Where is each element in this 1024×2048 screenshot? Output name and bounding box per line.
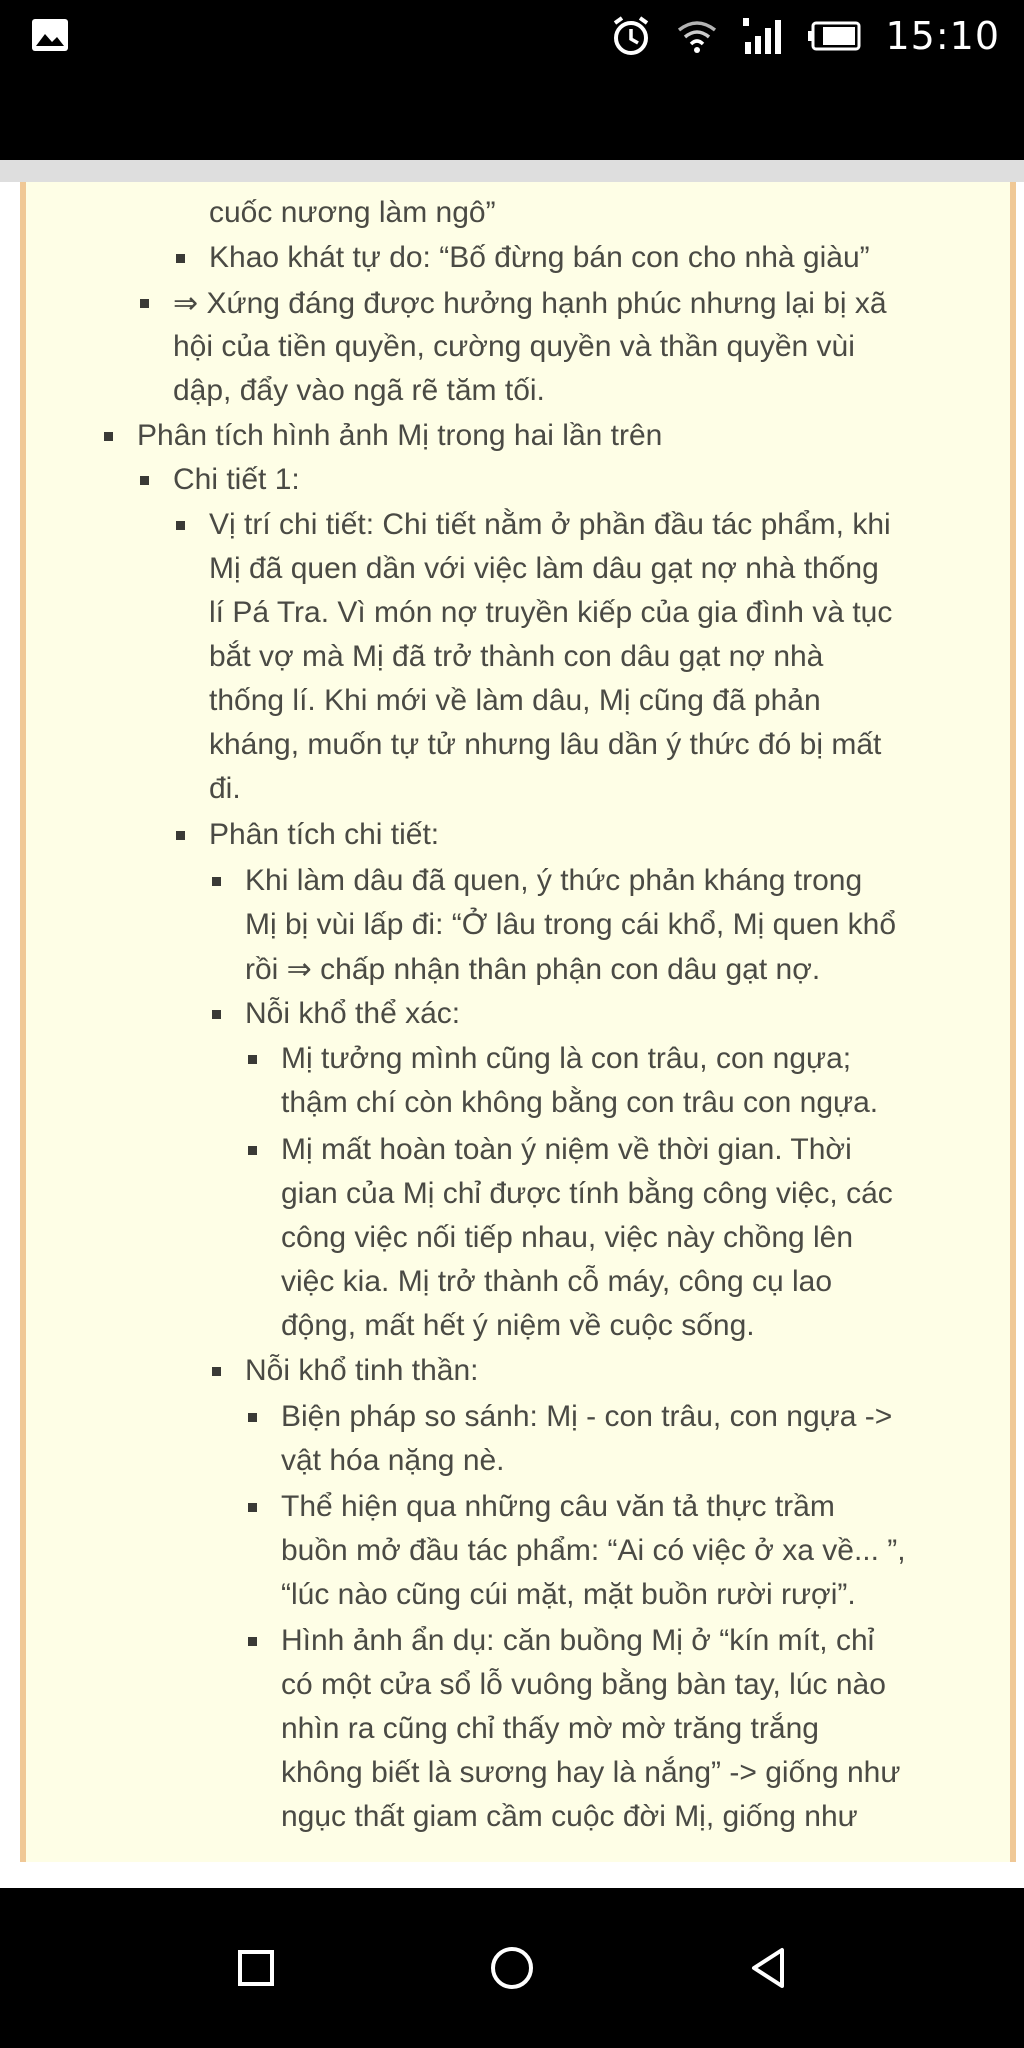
outline-text: thống lí. Khi mới về làm dâu, Mị cũng đã phản xyxy=(209,684,821,717)
outline-text: động, mất hết ý niệm về cuộc sống. xyxy=(281,1309,755,1342)
bullet-icon xyxy=(212,1367,221,1376)
outline-text: Biện pháp so sánh: Mị - con trâu, con ngựa -> xyxy=(281,1400,893,1433)
outline-text: Hình ảnh ẩn dụ: căn buồng Mị ở “kín mít, chỉ xyxy=(281,1624,875,1657)
signal-icon xyxy=(741,16,785,56)
outline-text: Khao khát tự do: “Bố đừng bán con cho nhà giàu” xyxy=(209,241,870,274)
recents-square-icon xyxy=(236,1948,276,1988)
home-button[interactable] xyxy=(477,1933,547,2003)
outline-text: Nỗi khổ tinh thần: xyxy=(245,1354,479,1387)
outline-text: gian của Mị chỉ được tính bằng công việc, các xyxy=(281,1177,893,1210)
battery-icon xyxy=(807,20,863,52)
outline-text: rồi ⇒ chấp nhận thân phận con dâu gạt nợ. xyxy=(245,953,821,986)
bullet-icon xyxy=(248,1637,257,1646)
outline-text: Chi tiết 1: xyxy=(173,463,300,496)
outline-text: Nỗi khổ thể xác: xyxy=(245,997,461,1030)
outline-text: cuốc nương làm ngô” xyxy=(209,196,496,229)
outline-text: đi. xyxy=(209,772,241,805)
outline-text: “lúc nào cũng cúi mặt, mặt buồn rười rượi”. xyxy=(281,1578,856,1611)
status-bar xyxy=(0,0,1024,160)
bullet-icon xyxy=(212,1010,221,1019)
outline-text: vật hóa nặng nè. xyxy=(281,1444,505,1477)
bullet-icon xyxy=(140,299,149,308)
bullet-icon xyxy=(104,432,113,441)
bullet-icon xyxy=(176,521,185,530)
clock: 15:10 xyxy=(885,14,1000,58)
content-panel xyxy=(20,182,1016,1862)
bullet-icon xyxy=(248,1055,257,1064)
outline-text: Vị trí chi tiết: Chi tiết nằm ở phần đầu tác phẩm, khi xyxy=(209,508,891,541)
bullet-icon xyxy=(248,1146,257,1155)
outline-text: ⇒ Xứng đáng được hưởng hạnh phúc nhưng lại bị xã xyxy=(173,287,887,320)
bottom-divider xyxy=(0,1862,1024,1888)
outline-text: ngục thất giam cầm cuộc đời Mị, giống như xyxy=(281,1800,858,1833)
back-triangle-icon xyxy=(748,1946,788,1990)
outline-text: Mị bị vùi lấp đi: “Ở lâu trong cái khổ, Mị quen khổ xyxy=(245,908,897,941)
outline-text: nhìn ra cũng chỉ thấy mờ mờ trăng trắng xyxy=(281,1712,819,1745)
outline-text: thậm chí còn không bằng con trâu con ngựa. xyxy=(281,1086,879,1119)
outline-text: có một cửa sổ lỗ vuông bằng bàn tay, lúc nào xyxy=(281,1668,886,1701)
outline-text: công việc nối tiếp nhau, việc này chồng lên xyxy=(281,1221,854,1254)
toolbar-divider xyxy=(0,160,1024,182)
gallery-icon xyxy=(30,15,70,55)
outline-text: hội của tiền quyền, cường quyền và thần quyền vùi xyxy=(173,330,855,363)
outline-text: việc kia. Mị trở thành cỗ máy, công cụ lao xyxy=(281,1265,833,1298)
outline-text: bắt vợ mà Mị đã trở thành con dâu gạt nợ nhà xyxy=(209,640,824,673)
bullet-icon xyxy=(140,476,149,485)
outline-text: kháng, muốn tự tử nhưng lâu dần ý thức đó bị mất xyxy=(209,728,882,761)
navigation-bar xyxy=(0,1888,1024,2048)
bullet-icon xyxy=(176,254,185,263)
outline-text: lí Pá Tra. Vì món nợ truyền kiếp của gia đình và tục xyxy=(209,596,893,629)
outline-text: Mị tưởng mình cũng là con trâu, con ngựa; xyxy=(281,1042,852,1075)
bullet-icon xyxy=(248,1413,257,1422)
outline-text: Mị mất hoàn toàn ý niệm về thời gian. Thời xyxy=(281,1133,852,1166)
outline-text: Phân tích hình ảnh Mị trong hai lần trên xyxy=(137,419,663,452)
recents-button[interactable] xyxy=(221,1933,291,2003)
bullet-icon xyxy=(212,877,221,886)
outline-text: Mị đã quen dần với việc làm dâu gạt nợ nhà thống xyxy=(209,552,879,585)
status-icons xyxy=(609,8,1000,64)
wifi-icon xyxy=(675,16,719,56)
outline-text: buồn mở đầu tác phẩm: “Ai có việc ở xa về... ”, xyxy=(281,1534,906,1567)
bullet-icon xyxy=(248,1503,257,1512)
alarm-icon xyxy=(609,14,653,58)
outline-text: không biết là sương hay là nắng” -> giống như xyxy=(281,1756,901,1789)
bullet-icon xyxy=(176,831,185,840)
home-circle-icon xyxy=(488,1944,536,1992)
outline-text: Phân tích chi tiết: xyxy=(209,818,440,851)
outline-text: dập, đẩy vào ngã rẽ tăm tối. xyxy=(173,374,545,407)
outline-text: Thể hiện qua những câu văn tả thực trầm xyxy=(281,1490,835,1523)
back-button[interactable] xyxy=(733,1933,803,2003)
outline-text: Khi làm dâu đã quen, ý thức phản kháng trong xyxy=(245,864,863,897)
